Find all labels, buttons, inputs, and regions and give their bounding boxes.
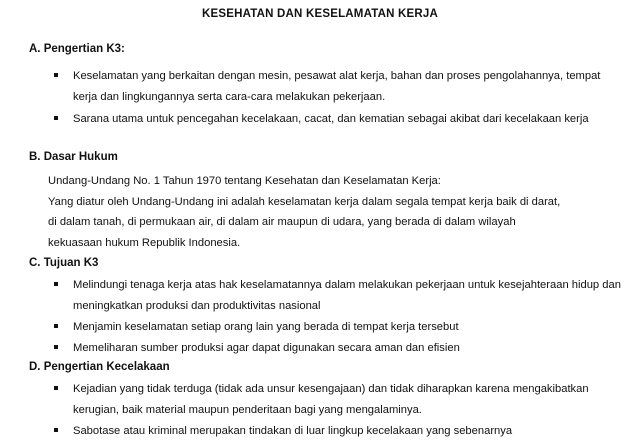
list-item-text: Melindungi tenaga kerja atas hak keselamatannya dalam melakukan pekerjaan untuk kesejahteraan hidup dan meningkatkan produksi dan produktivitas nasional xyxy=(73,279,621,312)
list-item-text: Keselamatan yang berkaitan dengan mesin, pesawat alat kerja, bahan dan proses pengolahannya, tempat kerja dan lingkungannya serta cara-cara melakukan pekerjaan. xyxy=(73,70,601,103)
list-item-text: Sabotase atau kriminal merupakan tindakan di luar lingkup kecelakaan yang sebenarnya xyxy=(73,425,513,437)
bullet-square-icon xyxy=(54,386,58,390)
bullet-square-icon xyxy=(54,324,58,328)
bullet-square-icon xyxy=(54,345,58,349)
bullet-square-icon xyxy=(54,73,58,77)
page-title: KESEHATAN DAN KESELAMATAN KERJA xyxy=(202,8,438,20)
paragraph-line: kekuasaan hukum Republik Indonesia. xyxy=(48,236,241,249)
list-item-text: Sarana utama untuk pencegahan kecelakaan, cacat, dan kematian sebagai akibat dari kecelakaan kerja xyxy=(73,113,589,125)
list-item-text: Menjamin keselamatan setiap orang lain yang berada di tempat kerja tersebut xyxy=(73,321,459,333)
paragraph-dasar-hukum xyxy=(48,171,628,253)
list-item xyxy=(54,66,624,107)
section-heading-tujuan-k3: C. Tujuan K3 xyxy=(29,257,99,269)
list-item xyxy=(54,338,624,359)
list-item xyxy=(54,109,624,130)
list-item-text: Memeliharan sumber produksi agar dapat digunakan secara aman dan efisien xyxy=(73,342,460,354)
bullet-square-icon xyxy=(54,116,58,120)
list-item xyxy=(54,379,624,420)
bullet-square-icon xyxy=(54,282,58,286)
list-item xyxy=(54,421,624,442)
list-item-text: Kejadian yang tidak terduga (tidak ada unsur kesengajaan) dan tidak diharapkan karena mengakibatkan kerugian, baik material maupun penderitaan bagi yang mengalaminya. xyxy=(73,383,589,416)
list-item xyxy=(54,317,624,338)
section-heading-pengertian-kecelakaan: D. Pengertian Kecelakaan xyxy=(29,361,170,373)
bullet-square-icon xyxy=(54,428,58,432)
paragraph-line: di dalam tanah, di permukaan air, di dalam air maupun di udara, yang berada di dalam wilayah xyxy=(48,216,516,228)
section-heading-dasar-hukum: B. Dasar Hukum xyxy=(29,151,118,163)
section-heading-pengertian-k3: A. Pengertian K3: xyxy=(29,43,125,55)
paragraph-line: Yang diatur oleh Undang-Undang ini adalah keselamatan kerja dalam segala tempat kerja baik di darat, xyxy=(48,195,561,208)
list-item xyxy=(54,275,624,316)
paragraph-line: Undang-Undang No. 1 Tahun 1970 tentang Kesehatan dan Keselamatan Kerja: xyxy=(48,175,441,187)
